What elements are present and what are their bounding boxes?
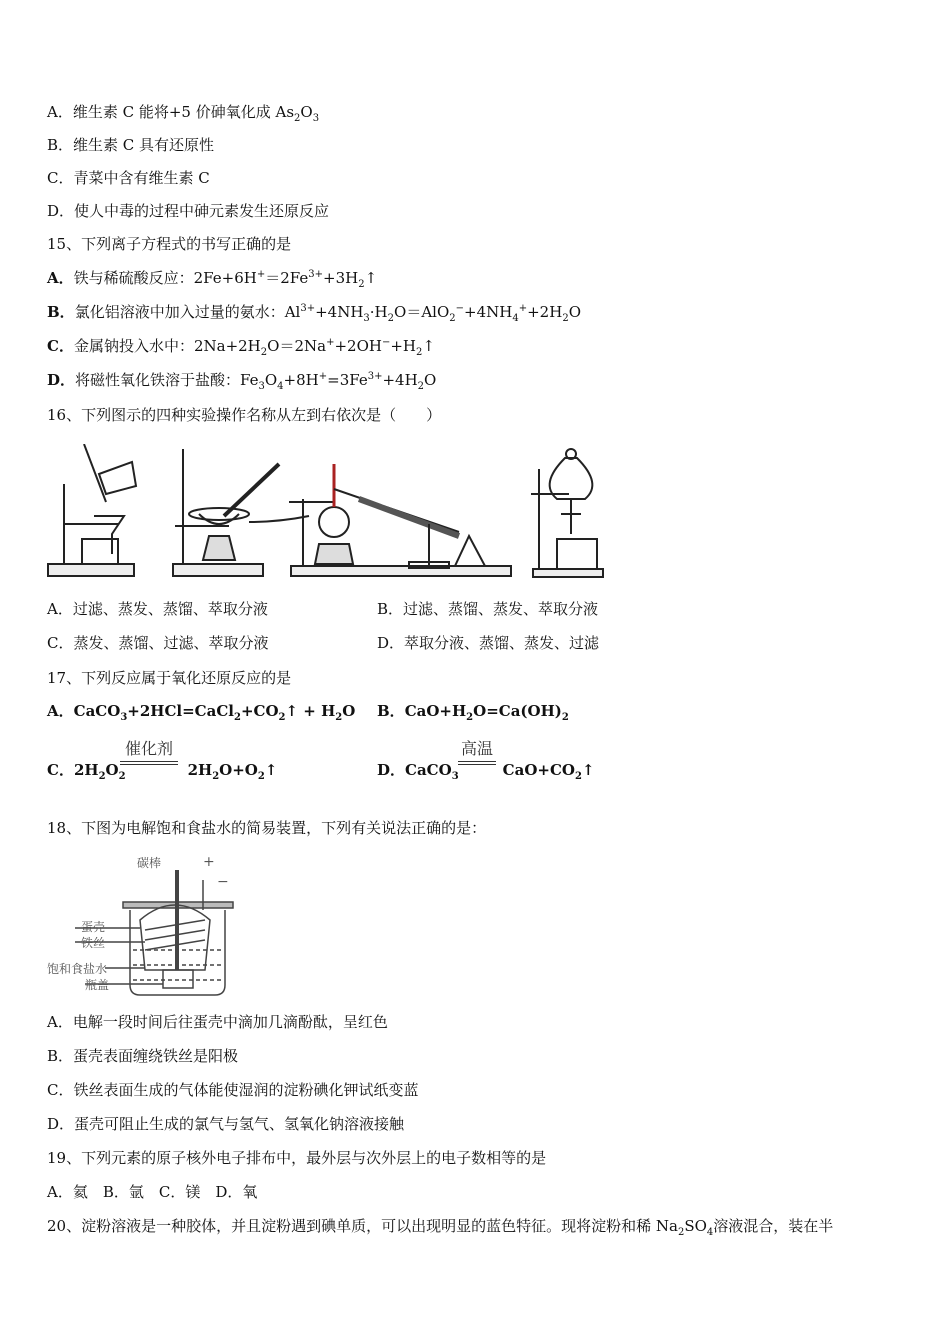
- filtration-apparatus: [48, 444, 136, 576]
- anode-sign: +: [203, 854, 215, 870]
- lab-apparatus-figure: [44, 444, 624, 584]
- q16-option-b: B．过滤、蒸馏、蒸发、萃取分液: [377, 600, 599, 618]
- eggshell-label: 蛋壳: [81, 920, 106, 934]
- carbon-rod-label: 碳棒: [137, 856, 162, 870]
- q17-option-a: A．$CaCO_3+2HCl=CaCl_2+CO_2↑ + H_2O$: [47, 702, 356, 723]
- q17-option-c: C．$2H_2O_2$ $2H_2O+O_2↑$: [47, 761, 278, 782]
- q19-options: A．氦 B．氩 C．镁 D．氧: [47, 1183, 258, 1201]
- brine-label: 饱和食盐水: [47, 962, 108, 976]
- q18-option-a: A．电解一段时间后往蛋壳中滴加几滴酚酞，呈红色: [47, 1013, 388, 1031]
- evaporation-apparatus: [173, 449, 309, 576]
- catalyst-condition: 催化剂: [120, 736, 178, 765]
- q17-option-d: D．CaCO$_3$ $CaO+CO_2↑$: [377, 761, 595, 782]
- q16-stem: 16、下列图示的四种实验操作名称从左到右依次是（ ）: [47, 406, 442, 424]
- q15-option-a: A．铁与稀硫酸反应：$2Fe+6H^+=2Fe^{3+}+3H_2↑$: [47, 269, 378, 290]
- q18-option-b: B．蛋壳表面缠绕铁丝是阳极: [47, 1047, 239, 1065]
- electrolysis-figure: [45, 850, 245, 1000]
- q19-stem: 19、下列元素的原子核外电子排布中，最外层与次外层上的电子数相等的是: [47, 1149, 547, 1167]
- q16-option-a: A．过滤、蒸发、蒸馏、萃取分液: [47, 600, 268, 618]
- q18-option-d: D．蛋壳可阻止生成的氯气与氢气、氢氧化钠溶液接触: [47, 1115, 405, 1133]
- cathode-sign: −: [217, 874, 229, 890]
- q16-option-c: C．蒸发、蒸馏、过滤、萃取分液: [47, 634, 269, 652]
- q15-option-c: C．金属钠投入水中：$2Na+2H_2O=2Na^++2OH^-+H_2↑$: [47, 337, 435, 358]
- q17-stem: 17、下列反应属于氧化还原反应的是: [47, 669, 292, 687]
- bottle-cap-label: 瓶盖: [85, 978, 110, 992]
- iron-wire-label: 铁丝: [81, 936, 106, 950]
- q18-stem: 18、下图为电解饱和食盐水的简易装置，下列有关说法正确的是：: [47, 819, 487, 837]
- q14-option-d: D．使人中毒的过程中砷元素发生还原反应: [47, 202, 330, 220]
- q17-option-b: B．$CaO+H_2O=Ca(OH)_2$: [377, 702, 569, 723]
- q15-option-d: D．将磁性氧化铁溶于盐酸：$Fe_3O_4+8H^+=3Fe^{3+}+4H_2O$: [47, 371, 437, 392]
- q18-option-c: C．铁丝表面生成的气体能使湿润的淀粉碘化钾试纸变蓝: [47, 1081, 419, 1099]
- q14-option-c: C．青菜中含有维生素 C: [47, 169, 210, 187]
- q15-option-b: B．氯化铝溶液中加入过量的氨水：$Al^{3+}+4NH_3\cdot H_2O=AlO_2^-+4NH_4^++2H_2O$: [47, 303, 581, 324]
- q14-option-a: A．维生素 C 能将+5 价砷氧化成 $As_2O_3$: [47, 103, 320, 124]
- q20-stem: 20、淀粉溶液是一种胶体，并且淀粉遇到碘单质，可以出现明显的蓝色特征。现将淀粉和稀 $Na_2SO_4$溶液混合，装在半: [47, 1217, 834, 1238]
- q16-option-d: D．萃取分液、蒸馏、蒸发、过滤: [377, 634, 600, 652]
- q14-option-b: B．维生素 C 具有还原性: [47, 136, 215, 154]
- q15-stem: 15、下列离子方程式的书写正确的是: [47, 235, 292, 253]
- high-temperature-condition: 高温: [458, 736, 496, 765]
- distillation-apparatus: [289, 464, 511, 576]
- separatory-funnel-apparatus: [531, 449, 603, 577]
